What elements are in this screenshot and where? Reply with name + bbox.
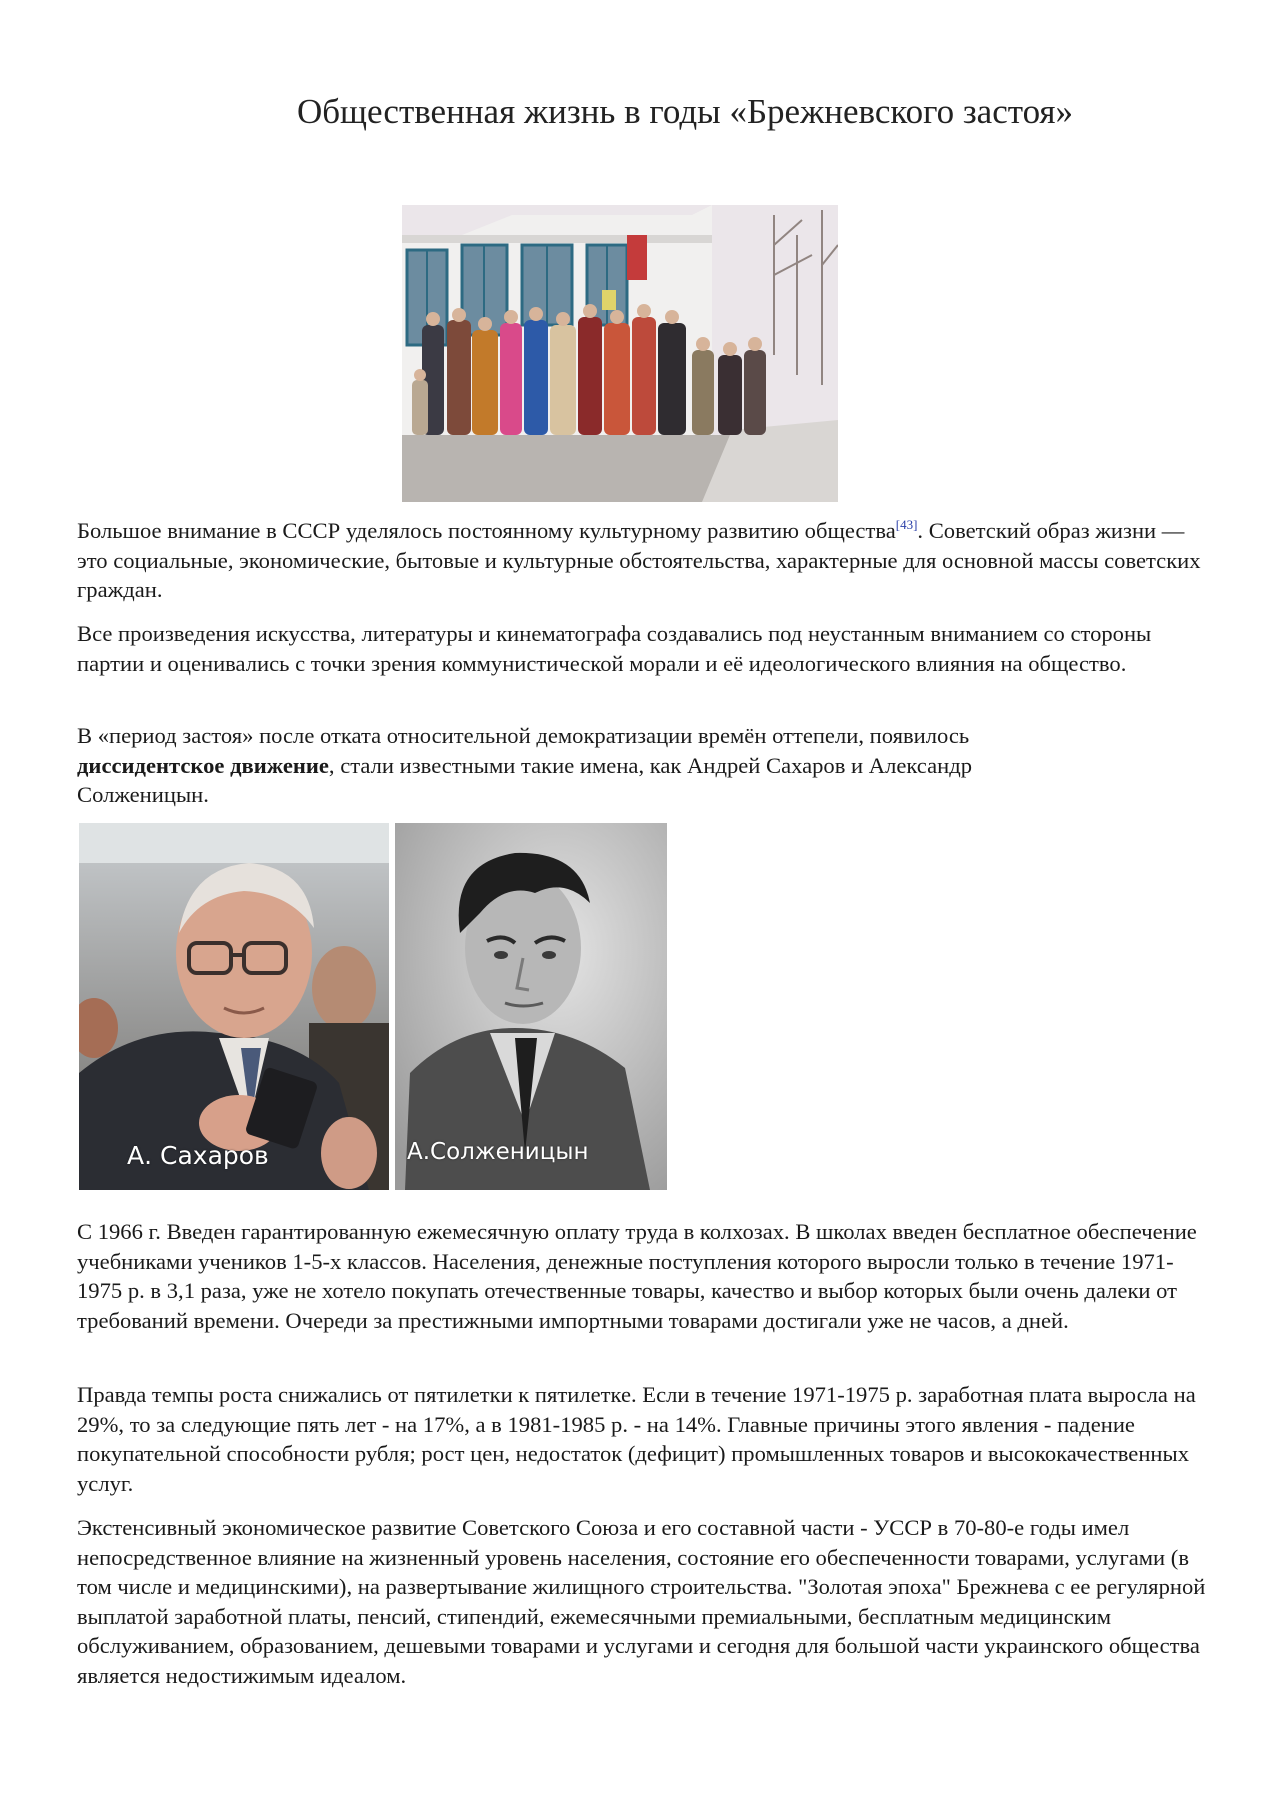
- paragraph-dissidents: [77, 721, 997, 810]
- dissident-movement-term: диссидентское движение: [77, 752, 329, 778]
- paragraph-growth: Правда темпы роста снижались от пятилетки к пятилетке. Если в течение 1971-1975 р. заработная плата выросла на 29%, то за следующие пять лет - на 17%, а в 1981-1985 р. - на 14%. Главные причины этого явления - падение покупательной способности рубля; рост цен, недостаток (дефицит) промышленных товаров и высококачественных услуг.: [77, 1382, 1196, 1496]
- paragraph-art: Все произведения искусства, литературы и кинематографа создавались под неустанным вниманием со стороны партии и оценивались с точки зрения коммунистической морали и её идеологического влияния на общество.: [77, 621, 1152, 676]
- solzhenitsyn-caption: А.Солженицын: [407, 1139, 589, 1165]
- paragraph-culture-text-start: Большое внимание в СССР уделялось постоянному культурному развитию общества: [77, 518, 896, 543]
- solzhenitsyn-photo: [395, 823, 667, 1190]
- paragraph-dissidents-text-end: , стали известными такие имена, как Андрей Сахаров и Александр Солженицын.: [77, 752, 973, 807]
- sakharov-caption: А. Сахаров: [127, 1141, 269, 1170]
- paragraph-culture-text-end: . Советский образ жизни — это социальные, экономические, бытовые и культурные обстоятельства, характерные для основной массы советских граждан.: [77, 518, 1201, 602]
- paragraph-golden-era: Экстенсивный экономическое развитие Советского Союза и его составной части - УССР в 70-80-е годы имел непосредственное влияние на жизненный уровень населения, состояние его обеспеченности товарами, услугами (в том числе и медицинскими), на развертывание жилищного строительства. "Золотая эпоха" Брежнева с ее регулярной выплатой заработной платы, пенсий, стипендий, ежемесячными премиальными, бесплатным медицинским обслуживанием, образованием, дешевыми товарами и услугами и сегодня для большой части украинского общества является недостижимым идеалом.: [77, 1515, 1206, 1688]
- queue-photo: [402, 205, 838, 502]
- sakharov-photo: [79, 823, 389, 1190]
- paragraph-culture: [77, 516, 1207, 605]
- reference-link-43[interactable]: [43]: [895, 517, 918, 532]
- paragraph-dissidents-text-start: В «период застоя» после отката относительной демократизации времён оттепели, появилось: [77, 723, 970, 748]
- page-title: Общественная жизнь в годы «Брежневского застоя»: [296, 92, 1074, 131]
- paragraph-1966: С 1966 г. Введен гарантированную ежемесячную оплату труда в колхозах. В школах введен бесплатное обеспечение учебниками учеников 1-5-х классов. Населения, денежные поступления которого выросли только в течение 1971-1975 р. в 3,1 раза, уже не хотело покупать отечественные товары, качество и выбор которых были очень далеки от требований времени. Очереди за престижными импортными товарами достигали уже не часов, а дней.: [77, 1219, 1197, 1333]
